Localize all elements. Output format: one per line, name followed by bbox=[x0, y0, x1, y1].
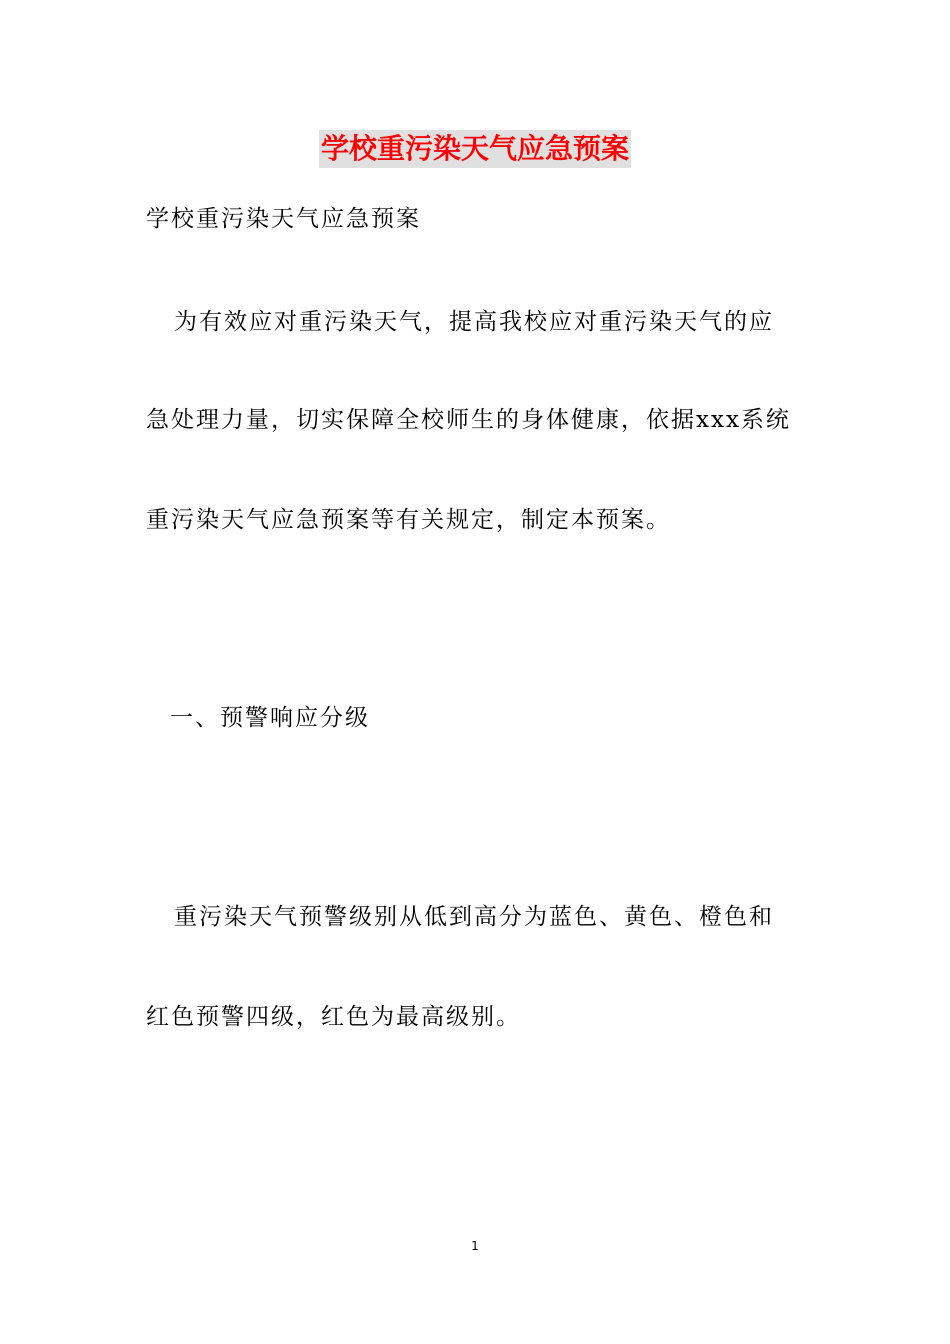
document-subtitle: 学校重污染天气应急预案 bbox=[146, 206, 421, 232]
section-heading-warning-levels: 一、预警响应分级 bbox=[170, 705, 370, 731]
paragraph-1-line-3: 重污染天气应急预案等有关规定，制定本预案。 bbox=[146, 507, 671, 533]
page-number: 1 bbox=[471, 1239, 479, 1253]
paragraph-1-line-2: 急处理力量，切实保障全校师生的身体健康，依据xxx系统 bbox=[146, 407, 791, 433]
paragraph-1-line-1: 为有效应对重污染天气，提高我校应对重污染天气的应 bbox=[174, 309, 774, 335]
title-container bbox=[0, 130, 950, 168]
paragraph-2-line-1: 重污染天气预警级别从低到高分为蓝色、黄色、橙色和 bbox=[174, 904, 774, 930]
document-title: 学校重污染天气应急预案 bbox=[319, 130, 631, 168]
paragraph-2-line-2: 红色预警四级，红色为最高级别。 bbox=[146, 1004, 521, 1030]
